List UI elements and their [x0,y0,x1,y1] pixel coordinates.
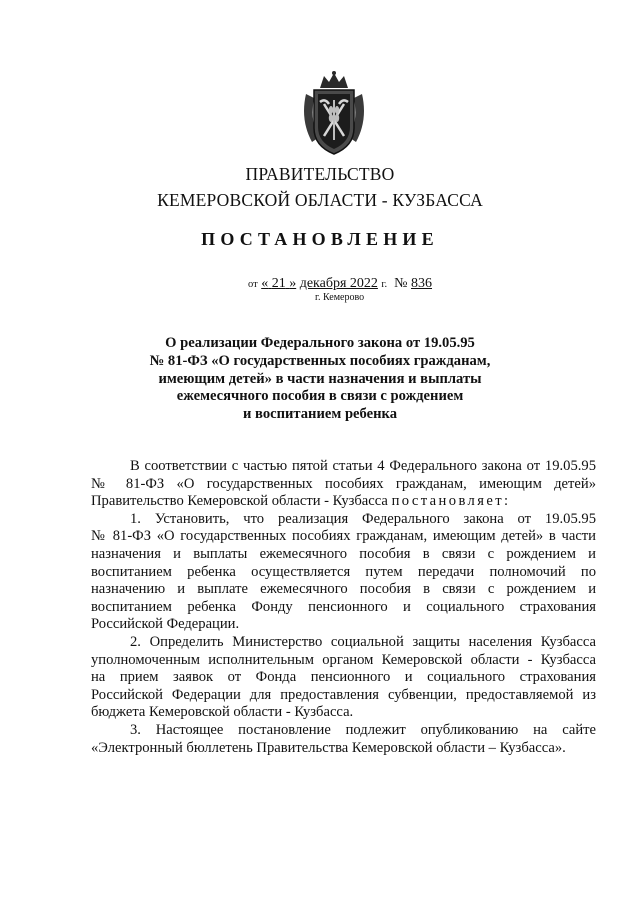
body-line: Российской Федерации. [91,616,240,633]
body-line: В соответствии с частью пятой статьи 4 Федерального закона от 19.05.95 [130,458,596,474]
date-prefix: от [248,279,258,290]
document-city: г. Кемерово [315,292,365,303]
body-line: назначения и выплаты ежемесячного пособия в связи с рождением и [91,545,596,562]
item-1-paragraph [91,511,596,634]
body-line: № 81-ФЗ «О государственных пособиях гражданам, имеющим детей» в части [91,528,596,545]
body-line: уполномоченным исполнительным органом Кемеровской области - Кузбасса [91,651,596,668]
body-line: Российской Федерации для предоставления субвенции, предоставляемой из [91,686,596,703]
number-sign: № [394,276,408,291]
intro-paragraph [91,458,596,511]
date-open-quote: « [261,276,269,291]
date-close-quote: » [289,276,297,291]
resolves-word: постановляет: [391,493,511,510]
date-month-year: декабря 2022 [299,276,378,291]
subject-line: и воспитанием ребенка [242,406,398,423]
subject-line: О реализации Федерального закона от 19.05.95 [165,335,475,351]
body-line: воспитанием ребенка осуществляется путем передачи полномочий по [91,563,596,580]
body-line: 1. Установить, что реализация Федерального закона от 19.05.95 [130,510,596,527]
date-day: 21 [271,276,286,291]
subject-line: имеющим детей» в части назначения и выплаты [158,370,482,387]
body-line: 3. Настоящее постановление подлежит опубликованию на сайте [130,721,596,738]
government-title-line1: ПРАВИТЕЛЬСТВО [245,164,395,184]
coat-of-arms-icon [298,70,370,156]
body-line: 2. Определить Министерство социальной защиты населения Кузбасса [130,633,596,650]
subject-line: ежемесячного пособия в связи с рождением [176,388,464,405]
body-line: № 81-ФЗ «О государственных пособиях гражданам, имеющим детей» [91,475,596,492]
body-line: «Электронный бюллетень Правительства Кемеровской области – Кузбасса». [91,739,566,756]
item-3-paragraph [91,722,596,757]
document-body [91,458,596,757]
document-number: 836 [411,276,433,291]
government-title-line2: КЕМЕРОВСКОЙ ОБЛАСТИ - КУЗБАССА [157,190,483,210]
document-type-title: ПОСТАНОВЛЕНИЕ [201,229,439,249]
date-year-suffix: г. [381,279,388,290]
body-line: воспитанием ребенка Фонду пенсионного и социального страхования [91,598,596,615]
subject-line: № 81-ФЗ «О государственных пособиях гражданам, [149,352,491,369]
document-subject [0,335,640,424]
item-2-paragraph [91,634,596,722]
body-line: Правительство Кемеровской области - Кузбасса постановляет: [91,493,511,510]
body-line: назначению и выплате ежемесячного пособия в связи с рождением и [91,581,596,598]
body-line: на прием заявок от Фонда пенсионного и социального страхования [91,669,596,686]
body-line: бюджета Кемеровской области - Кузбасса. [91,704,354,721]
document-date-line [248,276,432,292]
